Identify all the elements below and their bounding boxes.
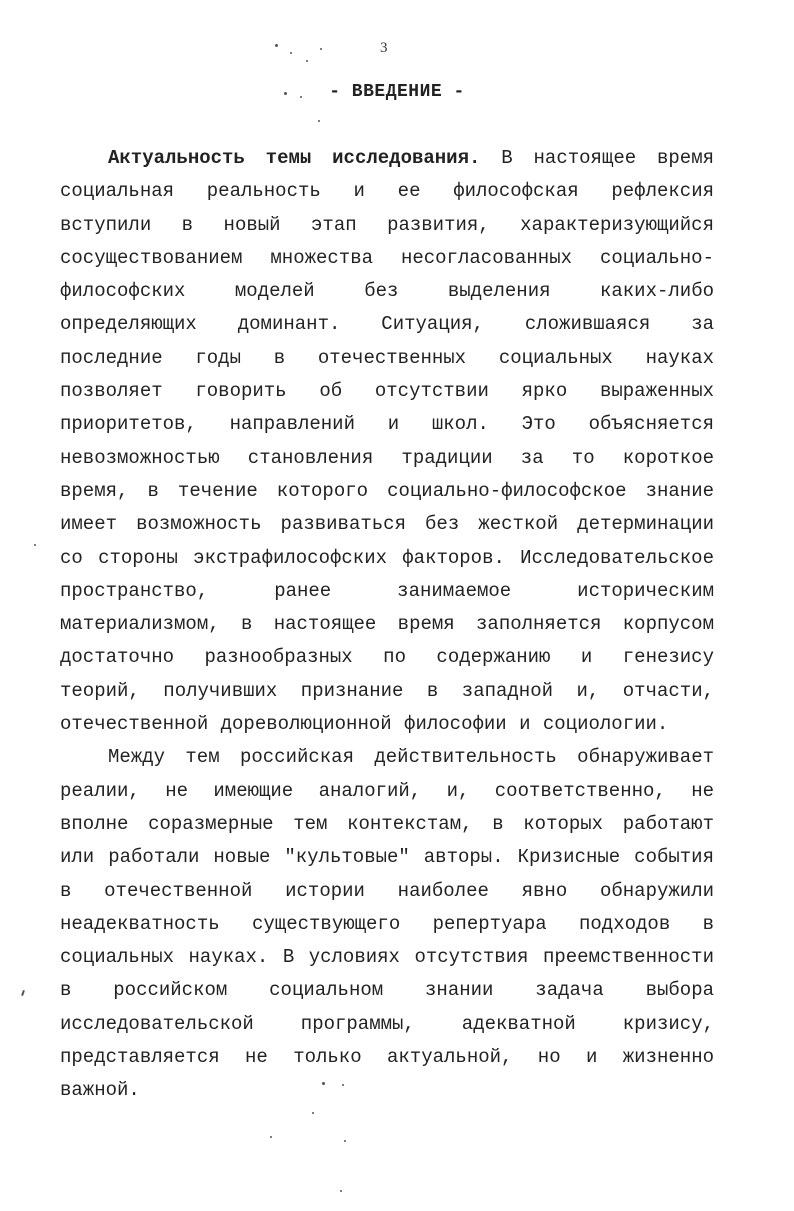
scan-speck xyxy=(300,96,302,98)
paragraph-1 xyxy=(60,142,714,741)
scan-speck xyxy=(342,1084,344,1086)
scan-speck xyxy=(344,1140,346,1142)
paragraph-1-text: В настоящее время социальная реальность и ее философская рефлексия вступили в новый этап развития, характеризующийся сосуществованием множества несогласованных социально-философских моделей без выделения каких-либо определяющих доминант. Ситуация, сложившаяся за последние годы в отечественных социальных науках позволяет говорить об отсутствии ярко выраженных приоритетов, направлений и школ. Это объясняется невозможностью становления традиции за то короткое время, в течение которого социально-философское знание имеет возможность развиваться без жесткой детерминации со стороны экстрафилософских факторов. Исследовательское пространство, ранее занимаемое историческим материализмом, в настоящее время заполняется корпусом достаточно разнообразных по содержанию и генезису теорий, получивших признание в западной и, отчасти, отечественной дореволюционной философии и социологии. xyxy=(60,147,715,736)
scan-speck xyxy=(34,544,36,546)
scan-speck xyxy=(312,1112,314,1114)
body-text xyxy=(60,142,714,1108)
scan-speck xyxy=(284,92,287,95)
paragraph-2: Между тем российская действительность обнаруживает реалии, не имеющие аналогий, и, соответственно, не вполне соразмерные тем контекстам, в которых работают или работали новые "культовые" авторы. Кризисные события в отечественной истории наиболее явно обнаружили неадекватность существующего репертуара подходов в социальных науках. В условиях отсутствия преемственности в российском социальном знании задача выбора исследовательской программы, адекватной кризису, представляется не только актуальной, но и жизненно важной. xyxy=(60,746,714,1102)
scan-speck xyxy=(320,48,322,50)
scan-speck xyxy=(318,120,320,122)
scan-speck xyxy=(290,52,292,54)
page-title: - ВВЕДЕНИЕ - xyxy=(329,82,465,102)
scan-speck xyxy=(21,990,25,996)
page-number: 3 xyxy=(380,40,388,56)
scan-speck xyxy=(306,60,308,62)
scan-speck xyxy=(275,44,278,47)
scan-speck xyxy=(322,1082,325,1085)
scan-speck xyxy=(270,1136,272,1138)
scan-speck xyxy=(340,1190,342,1192)
section-lead: Актуальность темы исследования. xyxy=(108,147,481,169)
